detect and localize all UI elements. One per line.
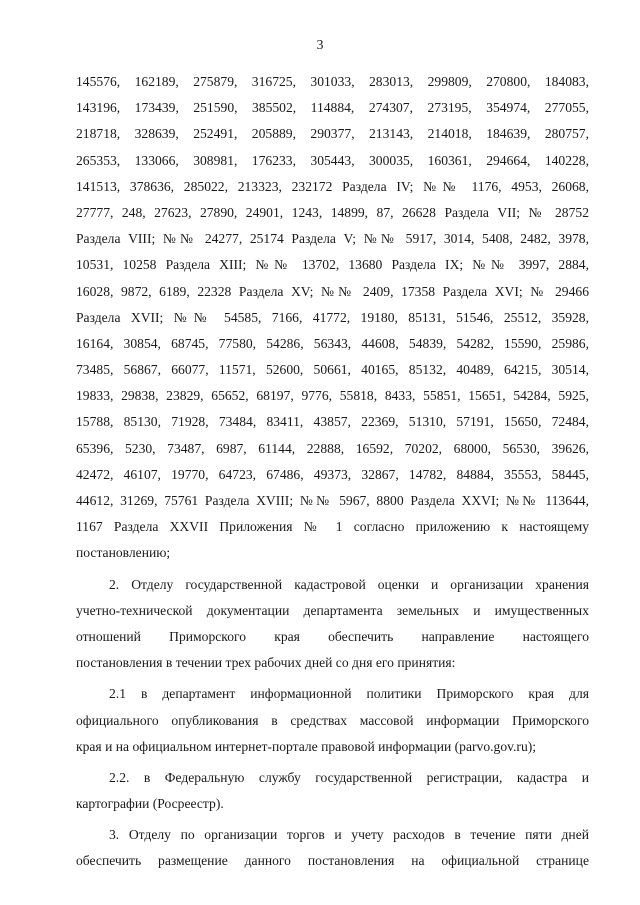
text-line: 143196, 173439, 251590, 385502, 114884, 274307, 273195, 354974, 277055, xyxy=(76,100,589,116)
text-line: 145576, 162189, 275879, 316725, 301033, 283013, 299809, 270800, 184083, xyxy=(76,74,589,89)
text-line: 1167 Раздела XXVII Приложения № 1 согласно приложению к настоящему xyxy=(76,519,589,535)
text-line: 10531, 10258 Раздела XIII; №№ 13702, 13680 Раздела IX; №№ 3997, 2884, xyxy=(76,257,589,273)
text-line: 15788, 85130, 71928, 73484, 83411, 43857, 22369, 51310, 57191, 15650, 72484, xyxy=(76,414,589,430)
page-number: 3 xyxy=(316,38,324,53)
text-line: 44612, 31269, 75761 Раздела XVIII; №№ 5967, 8800 Раздела XXVI; №№ 113644, xyxy=(76,493,589,508)
text-line: картографии (Росреестр). xyxy=(76,796,224,812)
text-line: 16028, 9872, 6189, 22328 Раздела XV; №№ 2409, 17358 Раздела XVI; № 29466 xyxy=(76,283,589,299)
text-line: Раздела XVII; №№ 54585, 7166, 41772, 19180, 85131, 51546, 25512, 35928, xyxy=(76,309,589,325)
text-line: официального опубликования в средствах массовой информации Приморского xyxy=(76,712,589,728)
text-line: отношений Приморского края обеспечить направление настоящего xyxy=(76,628,589,644)
paragraph-2-1 xyxy=(76,681,589,760)
text-line: края и на официальном интернет-портале правовой информации (parvo.gov.ru); xyxy=(76,738,537,754)
text-line: 27777, 248, 27623, 27890, 24901, 1243, 14899, 87, 26628 Раздела VII; № 28752 xyxy=(76,204,589,220)
text-line: учетно-технической документации департамента земельных и имущественных xyxy=(76,602,589,618)
text-line: 2. Отделу государственной кадастровой оценки и организации хранения xyxy=(109,576,589,592)
paragraph-list-of-objects xyxy=(76,69,589,567)
paragraph-3 xyxy=(76,822,589,874)
text-line: постановлению; xyxy=(76,545,171,561)
text-line: 3. Отделу по организации торгов и учету расходов в течение пяти дней xyxy=(109,827,589,843)
text-line: 73485, 56867, 66077, 11571, 52600, 50661, 40165, 85132, 40489, 64215, 30514, xyxy=(76,362,589,378)
text-line: 2.2. в Федеральную службу государственной регистрации, кадастра и xyxy=(109,769,589,785)
paragraph-2-2 xyxy=(76,765,589,817)
text-line: постановления в течении трех рабочих дней со дня его принятия: xyxy=(76,655,456,671)
text-line: 265353, 133066, 308981, 176233, 305443, 300035, 160361, 294664, 140228, xyxy=(76,152,589,168)
text-line: 42472, 46107, 19770, 64723, 67486, 49373, 32867, 14782, 84884, 35553, 58445, xyxy=(76,466,589,482)
text-line: 141513, 378636, 285022, 213323, 232172 Раздела IV; №№ 1176, 4953, 26068, xyxy=(76,178,589,194)
text-line: 218718, 328639, 252491, 205889, 290377, 213143, 214018, 184639, 280757, xyxy=(76,126,589,142)
text-line: Раздела VIII; №№ 24277, 25174 Раздела V; №№ 5917, 3014, 5408, 2482, 3978, xyxy=(76,231,589,247)
document-body xyxy=(76,69,589,875)
text-line: 65396, 5230, 73487, 6987, 61144, 22888, 16592, 70202, 68000, 56530, 39626, xyxy=(76,440,589,456)
text-line: обеспечить размещение данного постановления на официальной странице xyxy=(76,853,589,869)
paragraph-2 xyxy=(76,572,589,677)
text-line: 16164, 30854, 68745, 77580, 54286, 56343, 44608, 54839, 54282, 15590, 25986, xyxy=(76,335,589,351)
text-line: 2.1 в департамент информационной политики Приморского края для xyxy=(109,686,589,702)
text-line: 19833, 29838, 23829, 65652, 68197, 9776, 55818, 8433, 55851, 15651, 54284, 5925, xyxy=(76,388,589,404)
